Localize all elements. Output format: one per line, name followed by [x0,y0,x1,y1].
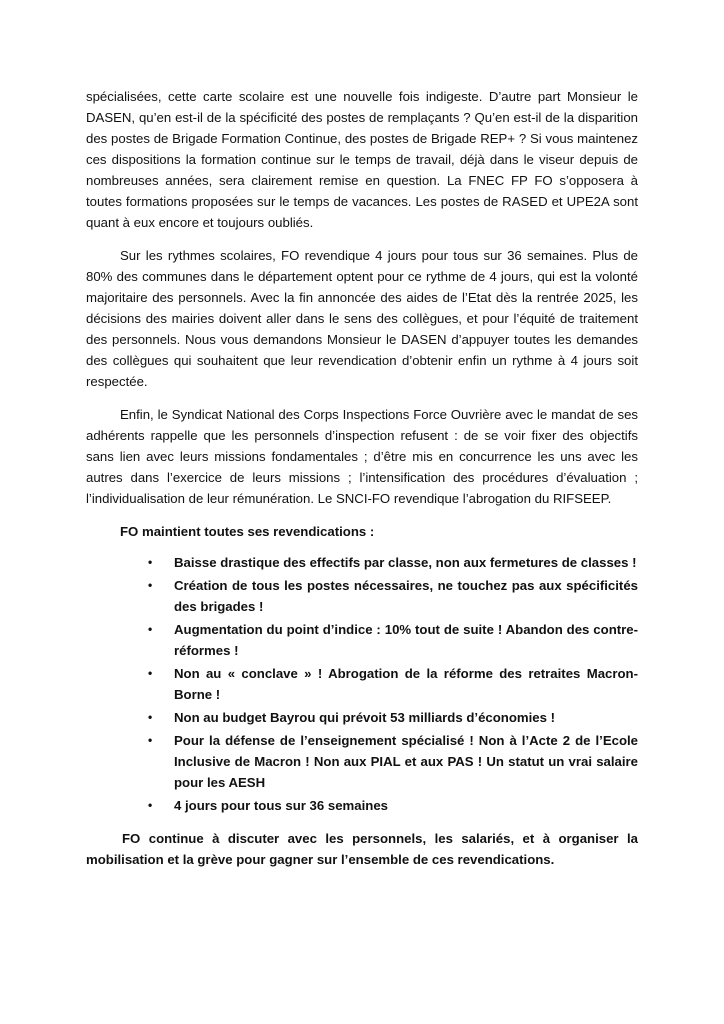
demand-item [148,663,638,705]
bullet-icon: • [148,733,153,747]
bullet-icon: • [148,666,153,680]
bullet-icon: • [148,798,153,812]
demand-text: Baisse drastique des effectifs par classe, non aux fermetures de classes ! [174,555,637,570]
demand-text: Non au budget Bayrou qui prévoit 53 milliards d’économies ! [174,710,556,725]
demand-item [148,575,638,617]
bullet-icon: • [148,622,153,636]
demand-text: Pour la défense de l’enseignement spécialisé ! Non à l’Acte 2 de l’Ecole Inclusive de Macron ! Non aux PIAL et aux PAS ! Un statut un vrai salaire pour les AESH [174,733,638,790]
demand-item [148,730,638,793]
demand-item [148,707,638,728]
paragraph-snci-fo: Enfin, le Syndicat National des Corps Inspections Force Ouvrière avec le mandat de ses adhérents rappelle que les personnels d’inspection refusent : de se voir fixer des objectifs sans lien avec leurs missions fondamentales ; d’être mis en concurrence les uns avec les autres dans l’exercice de leurs missions ; l’intensification des procédures d’évaluation ; l’individualisation de leur rémunération. Le SNCI-FO revendique l’abrogation du RIFSEEP. [86,407,638,506]
document-page [86,86,638,883]
demands-list [86,552,638,816]
closing-statement: FO continue à discuter avec les personnels, les salariés, et à organiser la mobilisation et la grève pour gagner sur l’ensemble de ces revendications. [86,831,638,867]
demand-item [148,552,638,573]
demand-text: Augmentation du point d’indice : 10% tout de suite ! Abandon des contre-réformes ! [174,622,638,658]
demand-item [148,619,638,661]
demand-text: Création de tous les postes nécessaires, ne touchez pas aux spécificités des brigades ! [174,578,638,614]
demand-text: 4 jours pour tous sur 36 semaines [174,798,389,813]
bullet-icon: • [148,555,153,569]
paragraph-carte-scolaire: spécialisées, cette carte scolaire est une nouvelle fois indigeste. D’autre part Monsieur le DASEN, qu’en est-il de la spécificité des postes de remplaçants ? Qu’en est-il de la disparition des postes de Brigade Formation Continue, des postes de Brigade REP+ ? Si vous maintenez ces dispositions la formation continue sur le temps de travail, déjà dans le viseur depuis de nombreuses années, sera clairement remise en question. La FNEC FP FO s’opposera à toutes formations proposées sur le temps de vacances. Les postes de RASED et UPE2A sont quant à eux encore et toujours oubliés. [86,89,638,230]
bullet-icon: • [148,578,153,592]
demand-text: Non au « conclave » ! Abrogation de la réforme des retraites Macron-Borne ! [174,666,638,702]
demands-heading: FO maintient toutes ses revendications : [120,524,375,539]
paragraph-rythmes-scolaires: Sur les rythmes scolaires, FO revendique 4 jours pour tous sur 36 semaines. Plus de 80% des communes dans le département optent pour ce rythme de 4 jours, qui est la volonté majoritaire des personnels. Avec la fin annoncée des aides de l’Etat dès la rentrée 2025, les décisions des mairies doivent aller dans le sens des collègues, et pour l’équité de traitement des personnels. Nous vous demandons Monsieur le DASEN d’appuyer toutes les demandes des collègues qui souhaitent que leur revendication d’obtenir enfin un rythme à 4 jours soit respectée. [86,248,638,389]
bullet-icon: • [148,710,153,724]
demand-item [148,795,638,816]
